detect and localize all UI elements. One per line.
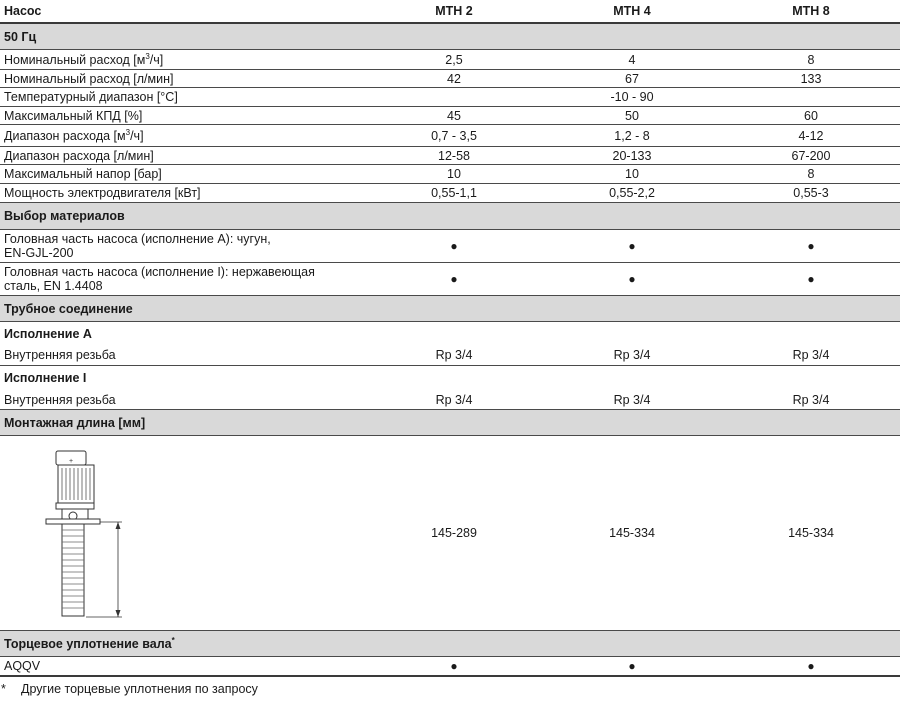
cell-mth8: 4-12 bbox=[798, 128, 824, 143]
cell-mth4: 20-133 bbox=[612, 148, 652, 163]
cell-mth4: ● bbox=[628, 239, 636, 253]
subsection-version-a bbox=[0, 322, 900, 345]
row-label: Внутренняя резьба bbox=[4, 392, 116, 407]
table-row bbox=[0, 657, 900, 677]
table-header-row bbox=[0, 0, 900, 24]
cell-mth8: 8 bbox=[807, 167, 815, 181]
row-label: Мощность электродвигателя [кВт] bbox=[4, 186, 201, 200]
section-mount-title: Монтажная длина [мм] bbox=[4, 415, 146, 430]
cell-mth8: ● bbox=[807, 239, 815, 253]
mount-row bbox=[0, 436, 900, 631]
section-seal-title: Торцевое уплотнение вала* bbox=[4, 635, 175, 651]
table-row bbox=[0, 107, 900, 125]
section-seal bbox=[0, 631, 900, 657]
cell-mth4: 0,55-2,2 bbox=[609, 186, 655, 200]
row-label: Внутренняя резьба bbox=[4, 348, 116, 362]
row-label: Максимальный напор [бар] bbox=[4, 167, 162, 181]
row-label: Диапазон расхода [л/мин] bbox=[4, 148, 154, 163]
cell-mth2: 0,55-1,1 bbox=[431, 186, 477, 200]
cell-mth8: 133 bbox=[800, 71, 822, 86]
table-row bbox=[0, 70, 900, 88]
cell-mth4: Rp 3/4 bbox=[613, 348, 651, 362]
cell-mth8: 0,55-3 bbox=[793, 186, 829, 200]
cell-mth4: ● bbox=[628, 272, 636, 286]
cell-mth4: 10 bbox=[625, 167, 639, 181]
cell-mth8: ● bbox=[807, 272, 815, 286]
cell-mth4: Rp 3/4 bbox=[613, 392, 651, 407]
row-label: Диапазон расхода $[м^3/ч]$ bbox=[4, 127, 144, 143]
table-row bbox=[0, 263, 900, 296]
cell-span-all: -10 - 90 bbox=[610, 90, 654, 104]
cell-mth2: 145-289 bbox=[431, 526, 477, 540]
cell-mth2: Rp 3/4 bbox=[435, 392, 473, 407]
pump-motor-body bbox=[58, 465, 94, 503]
row-label: Номинальный расход $[м^3/ч]$ bbox=[4, 51, 164, 67]
cell-mth2: ● bbox=[450, 239, 458, 253]
row-label: Головная часть насоса (исполнение I): нержавеющая сталь, EN 1.4408 bbox=[4, 265, 315, 293]
cell-mth2: ● bbox=[450, 272, 458, 286]
cell-mth4: 4 bbox=[628, 52, 636, 67]
cell-mth2: ● bbox=[450, 659, 458, 673]
model-mth4-header: MTH 4 bbox=[613, 4, 651, 18]
cell-mth2: 2,5 bbox=[445, 52, 463, 67]
pump-motor-base bbox=[56, 503, 94, 509]
cell-mth8: 60 bbox=[804, 108, 818, 123]
pump-flange bbox=[46, 519, 100, 524]
cell-mth2: 45 bbox=[447, 108, 461, 123]
section-pipe-title: Трубное соединение bbox=[4, 301, 133, 316]
table-row bbox=[0, 390, 900, 410]
cell-mth8: Rp 3/4 bbox=[792, 348, 830, 362]
version-a-title: Исполнение А bbox=[4, 326, 92, 341]
cell-mth2: 42 bbox=[447, 71, 461, 86]
cell-mth4: ● bbox=[628, 659, 636, 673]
footnote bbox=[0, 682, 900, 700]
cell-mth2: Rp 3/4 bbox=[435, 348, 473, 362]
table-row bbox=[0, 345, 900, 366]
row-label: Максимальный КПД [%] bbox=[4, 108, 143, 123]
footnote-star: * bbox=[1, 682, 6, 696]
section-materials-title: Выбор материалов bbox=[4, 209, 125, 223]
cell-mth4: 1,2 - 8 bbox=[614, 128, 650, 143]
table-row bbox=[0, 165, 900, 184]
table-row bbox=[0, 184, 900, 203]
cell-mth4: 145-334 bbox=[609, 526, 655, 540]
section-pipe bbox=[0, 296, 900, 322]
row-label: Головная часть насоса (исполнение А): чугун, EN-GJL-200 bbox=[4, 232, 271, 260]
pump-drawing bbox=[40, 444, 140, 624]
model-mth8-header: MTH 8 bbox=[792, 4, 830, 18]
row-label: Номинальный расход [л/мин] bbox=[4, 71, 174, 86]
cell-mth8: 67-200 bbox=[791, 148, 831, 163]
cell-mth8: 145-334 bbox=[788, 526, 834, 540]
cell-mth8: 8 bbox=[807, 52, 815, 67]
cell-mth4: 67 bbox=[625, 71, 639, 86]
model-mth2-header: MTH 2 bbox=[435, 4, 473, 18]
pump-header-label: Насос bbox=[4, 4, 42, 18]
table-row bbox=[0, 50, 900, 70]
cell-mth8: Rp 3/4 bbox=[792, 392, 830, 407]
footnote-text: Другие торцевые уплотнения по запросу bbox=[21, 682, 258, 696]
cell-mth8: ● bbox=[807, 659, 815, 673]
table-row bbox=[0, 147, 900, 165]
cell-mth4: 50 bbox=[625, 108, 639, 123]
version-i-title: Исполнение I bbox=[4, 371, 87, 385]
row-label: AQQV bbox=[4, 659, 41, 673]
table-row bbox=[0, 88, 900, 107]
cell-mth2: 10 bbox=[447, 167, 461, 181]
section-50hz-title: 50 Гц bbox=[4, 29, 37, 44]
section-materials bbox=[0, 203, 900, 230]
section-50hz bbox=[0, 24, 900, 50]
svg-text:+: + bbox=[68, 458, 74, 465]
cell-mth2: 0,7 - 3,5 bbox=[431, 128, 477, 143]
table-row bbox=[0, 230, 900, 263]
section-mount bbox=[0, 410, 900, 436]
subsection-version-i bbox=[0, 366, 900, 390]
cell-mth2: 12-58 bbox=[438, 148, 470, 163]
table-row bbox=[0, 125, 900, 147]
row-label: Температурный диапазон [°C] bbox=[4, 90, 178, 104]
